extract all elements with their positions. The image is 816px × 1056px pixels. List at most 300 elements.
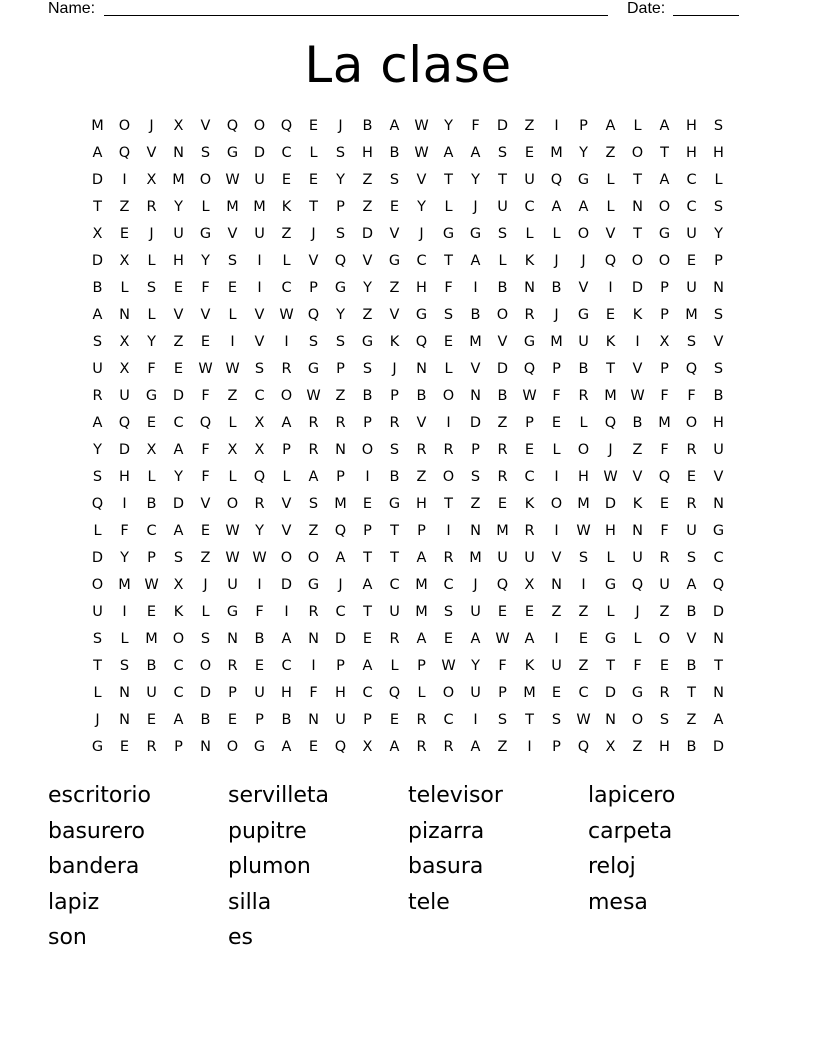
grid-cell[interactable]: M (334, 495, 347, 512)
grid-cell[interactable]: I (122, 603, 127, 620)
grid-cell[interactable]: F (660, 441, 669, 458)
grid-cell[interactable]: H (416, 279, 427, 296)
grid-cell[interactable]: G (469, 225, 482, 242)
grid-cell[interactable]: N (470, 387, 481, 404)
grid-cell[interactable]: Y (417, 198, 426, 215)
grid-cell[interactable]: C (362, 684, 373, 701)
grid-cell[interactable]: X (362, 738, 373, 755)
grid-cell[interactable]: S (308, 495, 319, 512)
grid-cell[interactable]: B (92, 279, 103, 296)
grid-cell[interactable]: R (389, 414, 400, 431)
grid-cell[interactable]: I (257, 252, 262, 269)
grid-cell[interactable]: B (578, 360, 589, 377)
grid-cell[interactable]: X (254, 414, 265, 431)
grid-cell[interactable]: I (554, 522, 559, 539)
grid-cell[interactable]: S (335, 333, 346, 350)
grid-cell[interactable]: I (365, 468, 370, 485)
grid-cell[interactable]: Q (91, 495, 104, 512)
grid-cell[interactable]: T (444, 171, 453, 188)
grid-cell[interactable]: R (92, 387, 103, 404)
grid-cell[interactable]: X (92, 225, 103, 242)
grid-cell[interactable]: H (686, 144, 697, 161)
grid-cell[interactable]: G (199, 225, 212, 242)
grid-cell[interactable]: H (713, 414, 724, 431)
grid-cell[interactable]: O (280, 549, 293, 566)
grid-cell[interactable]: U (254, 171, 265, 188)
grid-cell[interactable]: H (713, 144, 724, 161)
grid-cell[interactable]: V (713, 468, 724, 485)
grid-cell[interactable]: R (308, 441, 319, 458)
grid-cell[interactable]: O (577, 441, 590, 458)
grid-cell[interactable]: P (552, 360, 561, 377)
grid-cell[interactable]: F (687, 387, 696, 404)
grid-cell[interactable]: M (253, 198, 266, 215)
grid-cell[interactable]: V (362, 252, 373, 269)
grid-cell[interactable]: O (658, 252, 671, 269)
grid-cell[interactable]: C (686, 171, 697, 188)
grid-cell[interactable]: Y (174, 198, 183, 215)
grid-cell[interactable]: W (144, 576, 159, 593)
grid-cell[interactable]: Z (416, 468, 427, 485)
grid-cell[interactable]: T (93, 657, 102, 674)
grid-cell[interactable]: R (524, 522, 535, 539)
grid-cell[interactable]: P (336, 360, 345, 377)
grid-cell[interactable]: B (281, 711, 292, 728)
grid-cell[interactable]: A (92, 144, 103, 161)
grid-cell[interactable]: G (307, 360, 320, 377)
grid-cell[interactable]: R (578, 387, 589, 404)
grid-cell[interactable]: J (392, 360, 397, 377)
grid-cell[interactable]: D (604, 495, 617, 512)
grid-cell[interactable]: O (91, 576, 104, 593)
grid-cell[interactable]: D (631, 279, 644, 296)
grid-cell[interactable]: G (334, 279, 347, 296)
grid-cell[interactable]: L (228, 468, 237, 485)
grid-cell[interactable]: G (442, 225, 455, 242)
grid-cell[interactable]: E (200, 522, 211, 539)
grid-cell[interactable]: B (389, 468, 400, 485)
grid-cell[interactable]: R (659, 684, 670, 701)
grid-cell[interactable]: K (632, 306, 643, 323)
grid-cell[interactable]: E (389, 711, 400, 728)
grid-cell[interactable]: X (119, 360, 130, 377)
grid-cell[interactable]: W (279, 306, 294, 323)
grid-cell[interactable]: S (200, 630, 211, 647)
grid-cell[interactable]: P (336, 468, 345, 485)
grid-cell[interactable]: V (254, 306, 265, 323)
grid-cell[interactable]: A (335, 549, 346, 566)
grid-cell[interactable]: O (253, 117, 266, 134)
grid-cell[interactable]: P (147, 549, 156, 566)
grid-cell[interactable]: I (257, 576, 262, 593)
grid-cell[interactable]: O (550, 495, 563, 512)
grid-cell[interactable]: A (281, 414, 292, 431)
grid-cell[interactable]: L (498, 252, 507, 269)
grid-cell[interactable]: P (417, 522, 426, 539)
grid-cell[interactable]: A (659, 117, 670, 134)
grid-cell[interactable]: Z (362, 306, 373, 323)
grid-cell[interactable]: T (444, 495, 453, 512)
grid-cell[interactable]: F (201, 441, 210, 458)
grid-cell[interactable]: I (446, 522, 451, 539)
grid-cell[interactable]: V (173, 306, 184, 323)
grid-cell[interactable]: N (713, 684, 724, 701)
grid-cell[interactable]: E (254, 657, 265, 674)
grid-cell[interactable]: V (416, 171, 427, 188)
grid-cell[interactable]: R (686, 441, 697, 458)
grid-cell[interactable]: E (443, 333, 454, 350)
grid-cell[interactable]: C (173, 414, 184, 431)
grid-cell[interactable]: J (338, 576, 343, 593)
grid-cell[interactable]: O (658, 198, 671, 215)
grid-cell[interactable]: U (524, 171, 535, 188)
grid-cell[interactable]: Z (686, 711, 697, 728)
grid-cell[interactable]: G (307, 576, 320, 593)
grid-cell[interactable]: E (389, 198, 400, 215)
grid-cell[interactable]: O (442, 684, 455, 701)
grid-cell[interactable]: Y (471, 171, 480, 188)
grid-cell[interactable]: Z (632, 738, 643, 755)
grid-cell[interactable]: Y (363, 279, 372, 296)
grid-cell[interactable]: K (524, 657, 535, 674)
grid-cell[interactable]: W (603, 468, 618, 485)
grid-cell[interactable]: H (335, 684, 346, 701)
grid-cell[interactable]: S (146, 279, 157, 296)
grid-cell[interactable]: U (119, 387, 130, 404)
grid-cell[interactable]: D (253, 144, 266, 161)
grid-cell[interactable]: D (118, 441, 131, 458)
grid-cell[interactable]: R (416, 711, 427, 728)
grid-cell[interactable]: Q (523, 360, 536, 377)
grid-cell[interactable]: U (92, 603, 103, 620)
grid-cell[interactable]: Y (471, 657, 480, 674)
grid-cell[interactable]: V (416, 414, 427, 431)
grid-cell[interactable]: V (605, 225, 616, 242)
grid-cell[interactable]: L (282, 468, 291, 485)
grid-cell[interactable]: N (713, 279, 724, 296)
grid-cell[interactable]: A (362, 657, 373, 674)
grid-cell[interactable]: R (335, 414, 346, 431)
grid-cell[interactable]: W (630, 387, 645, 404)
grid-cell[interactable]: Z (632, 441, 643, 458)
grid-cell[interactable]: Q (685, 360, 698, 377)
grid-cell[interactable]: K (389, 333, 400, 350)
grid-cell[interactable]: A (416, 549, 427, 566)
grid-cell[interactable]: L (147, 306, 156, 323)
grid-cell[interactable]: X (119, 333, 130, 350)
grid-cell[interactable]: P (255, 711, 264, 728)
grid-cell[interactable]: H (173, 252, 184, 269)
grid-cell[interactable]: M (469, 333, 482, 350)
grid-cell[interactable]: V (578, 279, 589, 296)
grid-cell[interactable]: U (146, 684, 157, 701)
grid-cell[interactable]: L (579, 414, 588, 431)
grid-cell[interactable]: S (443, 306, 454, 323)
grid-cell[interactable]: U (713, 441, 724, 458)
grid-cell[interactable]: U (254, 684, 265, 701)
grid-cell[interactable]: U (686, 225, 697, 242)
grid-cell[interactable]: U (254, 225, 265, 242)
grid-cell[interactable]: J (473, 576, 478, 593)
grid-cell[interactable]: B (200, 711, 211, 728)
grid-cell[interactable]: V (200, 495, 211, 512)
grid-cell[interactable]: V (200, 306, 211, 323)
grid-cell[interactable]: E (227, 279, 238, 296)
grid-cell[interactable]: G (577, 306, 590, 323)
grid-cell[interactable]: S (713, 117, 724, 134)
grid-cell[interactable]: A (524, 630, 535, 647)
grid-cell[interactable]: R (146, 198, 157, 215)
grid-cell[interactable]: O (577, 225, 590, 242)
grid-cell[interactable]: D (496, 360, 509, 377)
grid-cell[interactable]: U (470, 684, 481, 701)
grid-cell[interactable]: C (416, 252, 427, 269)
grid-cell[interactable]: Q (334, 252, 347, 269)
grid-cell[interactable]: O (442, 468, 455, 485)
grid-cell[interactable]: G (415, 306, 428, 323)
grid-cell[interactable]: P (660, 306, 669, 323)
grid-cell[interactable]: C (281, 279, 292, 296)
grid-cell[interactable]: D (604, 684, 617, 701)
grid-cell[interactable]: Q (118, 414, 131, 431)
grid-cell[interactable]: E (200, 333, 211, 350)
grid-cell[interactable]: B (497, 279, 508, 296)
grid-cell[interactable]: M (523, 684, 536, 701)
grid-cell[interactable]: L (444, 198, 453, 215)
grid-cell[interactable]: K (524, 252, 535, 269)
grid-cell[interactable]: M (91, 117, 104, 134)
grid-cell[interactable]: W (225, 549, 240, 566)
grid-cell[interactable]: M (550, 333, 563, 350)
grid-cell[interactable]: B (362, 117, 373, 134)
grid-cell[interactable]: M (577, 495, 590, 512)
grid-cell[interactable]: N (524, 279, 535, 296)
grid-cell[interactable]: J (203, 576, 208, 593)
grid-cell[interactable]: E (551, 414, 562, 431)
grid-cell[interactable]: P (471, 441, 480, 458)
grid-cell[interactable]: F (660, 387, 669, 404)
grid-cell[interactable]: M (172, 171, 185, 188)
grid-cell[interactable]: O (199, 171, 212, 188)
grid-cell[interactable]: A (416, 630, 427, 647)
grid-cell[interactable]: K (524, 495, 535, 512)
grid-cell[interactable]: R (416, 441, 427, 458)
grid-cell[interactable]: L (606, 549, 615, 566)
grid-cell[interactable]: W (198, 360, 213, 377)
grid-cell[interactable]: W (225, 171, 240, 188)
grid-cell[interactable]: R (497, 468, 508, 485)
grid-cell[interactable]: C (578, 684, 589, 701)
grid-cell[interactable]: A (308, 468, 319, 485)
grid-cell[interactable]: U (686, 522, 697, 539)
grid-cell[interactable]: Q (496, 576, 509, 593)
grid-cell[interactable]: Z (497, 738, 508, 755)
grid-cell[interactable]: L (525, 225, 534, 242)
grid-cell[interactable]: G (604, 630, 617, 647)
grid-cell[interactable]: Q (604, 252, 617, 269)
grid-cell[interactable]: L (147, 468, 156, 485)
grid-cell[interactable]: B (713, 387, 724, 404)
grid-cell[interactable]: C (524, 468, 535, 485)
grid-cell[interactable]: I (473, 711, 478, 728)
grid-cell[interactable]: A (470, 630, 481, 647)
grid-cell[interactable]: J (149, 225, 154, 242)
grid-cell[interactable]: Z (362, 198, 373, 215)
grid-cell[interactable]: S (200, 144, 211, 161)
grid-cell[interactable]: I (284, 333, 289, 350)
grid-cell[interactable]: Y (255, 522, 264, 539)
grid-cell[interactable]: S (335, 225, 346, 242)
grid-cell[interactable]: A (686, 576, 697, 593)
grid-cell[interactable]: S (443, 603, 454, 620)
grid-cell[interactable]: Y (444, 117, 453, 134)
grid-cell[interactable]: L (309, 144, 318, 161)
grid-cell[interactable]: I (257, 279, 262, 296)
grid-cell[interactable]: X (254, 441, 265, 458)
grid-cell[interactable]: Y (93, 441, 102, 458)
grid-cell[interactable]: O (631, 711, 644, 728)
grid-cell[interactable]: D (172, 495, 185, 512)
grid-cell[interactable]: O (361, 441, 374, 458)
grid-cell[interactable]: R (524, 306, 535, 323)
grid-cell[interactable]: Q (631, 576, 644, 593)
grid-cell[interactable]: K (605, 333, 616, 350)
grid-cell[interactable]: M (685, 306, 698, 323)
grid-cell[interactable]: K (173, 603, 184, 620)
grid-cell[interactable]: E (443, 630, 454, 647)
grid-cell[interactable]: C (173, 684, 184, 701)
grid-cell[interactable]: O (307, 549, 320, 566)
grid-cell[interactable]: H (119, 468, 130, 485)
grid-cell[interactable]: G (91, 738, 104, 755)
grid-cell[interactable]: S (92, 468, 103, 485)
grid-cell[interactable]: Q (253, 468, 266, 485)
grid-cell[interactable]: E (524, 144, 535, 161)
grid-cell[interactable]: T (714, 657, 723, 674)
grid-cell[interactable]: L (120, 279, 129, 296)
grid-cell[interactable]: P (579, 117, 588, 134)
grid-cell[interactable]: Z (173, 333, 184, 350)
grid-cell[interactable]: Q (550, 171, 563, 188)
grid-cell[interactable]: G (361, 333, 374, 350)
date-blank-line[interactable] (673, 15, 739, 16)
grid-cell[interactable]: E (551, 684, 562, 701)
grid-cell[interactable]: P (336, 657, 345, 674)
grid-cell[interactable]: F (147, 360, 156, 377)
grid-cell[interactable]: R (443, 549, 454, 566)
grid-cell[interactable]: G (145, 387, 158, 404)
grid-cell[interactable]: B (497, 387, 508, 404)
grid-cell[interactable]: F (633, 657, 642, 674)
grid-cell[interactable]: T (390, 522, 399, 539)
grid-cell[interactable]: U (335, 711, 346, 728)
grid-cell[interactable]: N (308, 630, 319, 647)
grid-cell[interactable]: S (497, 144, 508, 161)
grid-cell[interactable]: I (284, 603, 289, 620)
grid-cell[interactable]: D (712, 738, 725, 755)
grid-cell[interactable]: E (605, 306, 616, 323)
grid-cell[interactable]: N (551, 576, 562, 593)
grid-cell[interactable]: J (311, 225, 316, 242)
grid-cell[interactable]: E (308, 738, 319, 755)
grid-cell[interactable]: V (281, 495, 292, 512)
grid-cell[interactable]: Q (334, 738, 347, 755)
grid-cell[interactable]: E (362, 495, 373, 512)
grid-cell[interactable]: W (414, 117, 429, 134)
grid-cell[interactable]: C (146, 522, 157, 539)
grid-cell[interactable]: A (470, 252, 481, 269)
grid-cell[interactable]: E (119, 738, 130, 755)
grid-cell[interactable]: L (606, 198, 615, 215)
grid-cell[interactable]: O (226, 738, 239, 755)
grid-cell[interactable]: P (228, 684, 237, 701)
grid-cell[interactable]: A (173, 441, 184, 458)
grid-cell[interactable]: E (659, 657, 670, 674)
grid-cell[interactable]: V (713, 333, 724, 350)
grid-cell[interactable]: N (119, 711, 130, 728)
grid-cell[interactable]: B (146, 495, 157, 512)
grid-cell[interactable]: D (172, 387, 185, 404)
grid-cell[interactable]: F (255, 603, 264, 620)
grid-cell[interactable]: X (524, 576, 535, 593)
grid-cell[interactable]: I (311, 657, 316, 674)
grid-cell[interactable]: I (122, 171, 127, 188)
grid-cell[interactable]: I (230, 333, 235, 350)
grid-cell[interactable]: J (473, 198, 478, 215)
grid-cell[interactable]: E (227, 711, 238, 728)
grid-cell[interactable]: N (335, 441, 346, 458)
grid-cell[interactable]: L (228, 306, 237, 323)
grid-cell[interactable]: C (281, 657, 292, 674)
grid-cell[interactable]: N (227, 630, 238, 647)
grid-cell[interactable]: U (632, 549, 643, 566)
grid-cell[interactable]: O (631, 144, 644, 161)
grid-cell[interactable]: F (201, 387, 210, 404)
grid-cell[interactable]: M (226, 198, 239, 215)
grid-cell[interactable]: Z (308, 522, 319, 539)
grid-cell[interactable]: P (282, 441, 291, 458)
grid-cell[interactable]: C (254, 387, 265, 404)
grid-cell[interactable]: R (308, 414, 319, 431)
grid-cell[interactable]: P (390, 387, 399, 404)
grid-cell[interactable]: O (658, 630, 671, 647)
grid-cell[interactable]: W (495, 630, 510, 647)
grid-cell[interactable]: I (554, 630, 559, 647)
grid-cell[interactable]: G (658, 225, 671, 242)
grid-cell[interactable]: P (363, 522, 372, 539)
grid-cell[interactable]: O (631, 252, 644, 269)
grid-cell[interactable]: L (633, 630, 642, 647)
grid-cell[interactable]: L (201, 198, 210, 215)
grid-cell[interactable]: I (473, 279, 478, 296)
grid-cell[interactable]: W (252, 549, 267, 566)
grid-cell[interactable]: S (497, 225, 508, 242)
grid-cell[interactable]: E (497, 603, 508, 620)
grid-cell[interactable]: T (633, 225, 642, 242)
grid-cell[interactable]: U (551, 657, 562, 674)
grid-cell[interactable]: Z (227, 387, 238, 404)
grid-cell[interactable]: A (389, 738, 400, 755)
grid-cell[interactable]: L (552, 225, 561, 242)
grid-cell[interactable]: A (281, 630, 292, 647)
grid-cell[interactable]: P (336, 198, 345, 215)
grid-cell[interactable]: E (146, 603, 157, 620)
grid-cell[interactable]: S (92, 333, 103, 350)
grid-cell[interactable]: B (254, 630, 265, 647)
grid-cell[interactable]: Y (336, 306, 345, 323)
grid-cell[interactable]: F (444, 279, 453, 296)
grid-cell[interactable]: A (443, 144, 454, 161)
